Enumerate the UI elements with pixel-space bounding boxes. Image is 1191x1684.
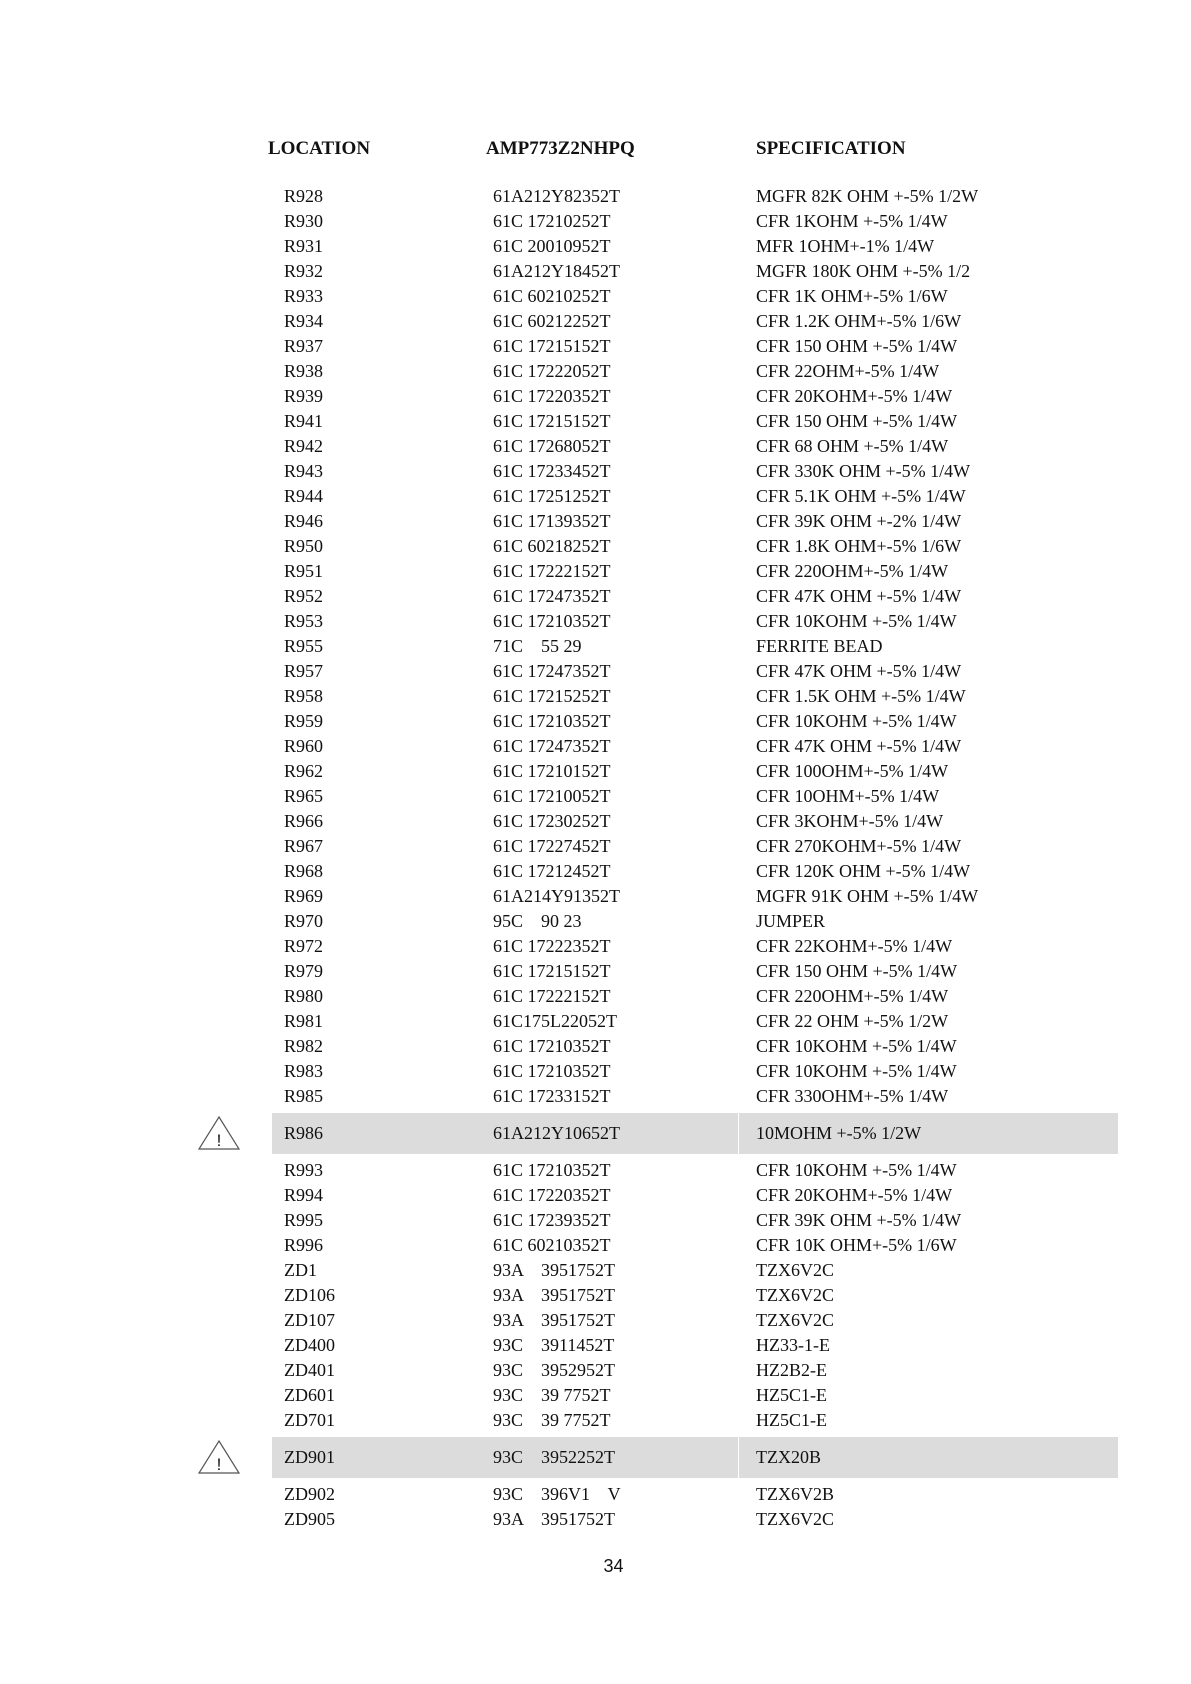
cell-location: R965 bbox=[284, 786, 324, 806]
row-highlight-band bbox=[272, 1437, 1118, 1478]
cell-specification: JUMPER bbox=[756, 911, 826, 931]
cell-part-number: 61C 17220352T bbox=[493, 1185, 611, 1205]
table-row bbox=[0, 284, 1191, 309]
table-row bbox=[0, 1333, 1191, 1358]
cell-part-number: 61C 17210252T bbox=[493, 211, 611, 231]
table-row bbox=[0, 409, 1191, 434]
cell-specification: FERRITE BEAD bbox=[756, 636, 883, 656]
cell-location: R942 bbox=[284, 436, 324, 456]
cell-location: ZD401 bbox=[284, 1360, 335, 1380]
table-row bbox=[0, 809, 1191, 834]
cell-part-number: 61C 60212252T bbox=[493, 311, 611, 331]
cell-part-number: 61C 17222052T bbox=[493, 361, 611, 381]
table-row bbox=[0, 259, 1191, 284]
cell-part-number: 61C 17233152T bbox=[493, 1086, 611, 1106]
cell-part-number: 61C 17251252T bbox=[493, 486, 611, 506]
header-specification: SPECIFICATION bbox=[756, 138, 906, 159]
cell-specification: CFR 22OHM+-5% 1/4W bbox=[756, 361, 940, 381]
cell-specification: CFR 120K OHM +-5% 1/4W bbox=[756, 861, 971, 881]
table-row bbox=[0, 1183, 1191, 1208]
cell-part-number: 61C 60210252T bbox=[493, 286, 611, 306]
cell-part-number: 93A 3951752T bbox=[493, 1260, 616, 1280]
cell-location: R960 bbox=[284, 736, 324, 756]
cell-location: R962 bbox=[284, 761, 324, 781]
cell-specification: CFR 10KOHM +-5% 1/4W bbox=[756, 711, 957, 731]
table-row bbox=[0, 1482, 1191, 1507]
cell-part-number: 61C 17227452T bbox=[493, 836, 611, 856]
cell-location: R943 bbox=[284, 461, 324, 481]
cell-part-number: 61C 17222152T bbox=[493, 561, 611, 581]
cell-specification: CFR 39K OHM +-5% 1/4W bbox=[756, 1210, 962, 1230]
cell-part-number: 61A214Y91352T bbox=[493, 886, 620, 906]
cell-specification: CFR 1.2K OHM+-5% 1/6W bbox=[756, 311, 962, 331]
cell-location: R986 bbox=[284, 1123, 324, 1143]
cell-specification: CFR 10OHM+-5% 1/4W bbox=[756, 786, 940, 806]
cell-location: ZD901 bbox=[284, 1447, 335, 1467]
table-row bbox=[0, 309, 1191, 334]
cell-part-number: 71C 55 29 bbox=[493, 636, 582, 656]
cell-location: R952 bbox=[284, 586, 324, 606]
cell-specification: HZ2B2-E bbox=[756, 1360, 827, 1380]
cell-part-number: 61C 17222152T bbox=[493, 986, 611, 1006]
cell-location: R967 bbox=[284, 836, 324, 856]
table-row bbox=[0, 1258, 1191, 1283]
cell-specification: MGFR 82K OHM +-5% 1/2W bbox=[756, 186, 979, 206]
table-row bbox=[0, 1233, 1191, 1258]
cell-part-number: 61C 17210052T bbox=[493, 786, 611, 806]
table-row bbox=[0, 234, 1191, 259]
table-row-safety-critical bbox=[0, 1437, 1191, 1478]
cell-location: ZD601 bbox=[284, 1385, 335, 1405]
table-row bbox=[0, 759, 1191, 784]
cell-location: R939 bbox=[284, 386, 324, 406]
cell-specification: HZ33-1-E bbox=[756, 1335, 830, 1355]
cell-specification: CFR 10KOHM +-5% 1/4W bbox=[756, 1160, 957, 1180]
cell-specification: HZ5C1-E bbox=[756, 1410, 827, 1430]
table-row bbox=[0, 359, 1191, 384]
cell-location: ZD905 bbox=[284, 1509, 335, 1529]
cell-specification: CFR 1.5K OHM +-5% 1/4W bbox=[756, 686, 966, 706]
cell-part-number: 61C 17233452T bbox=[493, 461, 611, 481]
cell-specification: CFR 39K OHM +-2% 1/4W bbox=[756, 511, 962, 531]
cell-part-number: 61C 17210352T bbox=[493, 1061, 611, 1081]
cell-specification: CFR 1K OHM+-5% 1/6W bbox=[756, 286, 948, 306]
cell-part-number: 61C 20010952T bbox=[493, 236, 611, 256]
cell-location: R933 bbox=[284, 286, 324, 306]
cell-part-number: 61C175L22052T bbox=[493, 1011, 617, 1031]
cell-specification: CFR 150 OHM +-5% 1/4W bbox=[756, 961, 958, 981]
cell-location: R950 bbox=[284, 536, 324, 556]
warning-glyph: ! bbox=[216, 1131, 222, 1150]
cell-part-number: 93A 3951752T bbox=[493, 1285, 616, 1305]
cell-specification: CFR 20KOHM+-5% 1/4W bbox=[756, 1185, 953, 1205]
row-highlight-band bbox=[272, 1113, 1118, 1154]
cell-part-number: 61C 17215152T bbox=[493, 336, 611, 356]
cell-location: R928 bbox=[284, 186, 324, 206]
cell-specification: TZX20B bbox=[756, 1447, 821, 1467]
cell-specification: TZX6V2C bbox=[756, 1285, 834, 1305]
table-row bbox=[0, 959, 1191, 984]
cell-location: R968 bbox=[284, 861, 324, 881]
cell-part-number: 93C 39 7752T bbox=[493, 1410, 611, 1430]
cell-specification: CFR 22KOHM+-5% 1/4W bbox=[756, 936, 953, 956]
cell-location: R958 bbox=[284, 686, 324, 706]
table-row bbox=[0, 934, 1191, 959]
cell-location: R957 bbox=[284, 661, 324, 681]
cell-part-number: 93C 396V1 V bbox=[493, 1484, 621, 1504]
table-row bbox=[0, 1283, 1191, 1308]
cell-specification: CFR 47K OHM +-5% 1/4W bbox=[756, 736, 962, 756]
cell-part-number: 61C 17215152T bbox=[493, 961, 611, 981]
cell-location: R946 bbox=[284, 511, 324, 531]
header-location: LOCATION bbox=[268, 138, 371, 159]
cell-location: R938 bbox=[284, 361, 324, 381]
cell-part-number: 61C 17210352T bbox=[493, 611, 611, 631]
table-row bbox=[0, 384, 1191, 409]
cell-part-number: 61C 17210152T bbox=[493, 761, 611, 781]
cell-part-number: 61C 17215252T bbox=[493, 686, 611, 706]
table-row bbox=[0, 1009, 1191, 1034]
table-row bbox=[0, 609, 1191, 634]
cell-specification: MFR 1OHM+-1% 1/4W bbox=[756, 236, 935, 256]
cell-location: R955 bbox=[284, 636, 324, 656]
table-row bbox=[0, 334, 1191, 359]
table-row bbox=[0, 1408, 1191, 1433]
warning-triangle-icon bbox=[197, 1439, 241, 1475]
cell-location: R930 bbox=[284, 211, 324, 231]
cell-part-number: 61C 17215152T bbox=[493, 411, 611, 431]
cell-specification: TZX6V2C bbox=[756, 1509, 834, 1529]
cell-location: R995 bbox=[284, 1210, 324, 1230]
cell-specification: CFR 150 OHM +-5% 1/4W bbox=[756, 336, 958, 356]
table-row bbox=[0, 209, 1191, 234]
cell-part-number: 93A 3951752T bbox=[493, 1310, 616, 1330]
cell-location: R944 bbox=[284, 486, 324, 506]
parts-table bbox=[0, 184, 1191, 1532]
cell-specification: CFR 100OHM+-5% 1/4W bbox=[756, 761, 949, 781]
cell-part-number: 95C 90 23 bbox=[493, 911, 582, 931]
table-row bbox=[0, 559, 1191, 584]
table-row bbox=[0, 684, 1191, 709]
table-row bbox=[0, 1059, 1191, 1084]
table-row bbox=[0, 1358, 1191, 1383]
cell-specification: CFR 47K OHM +-5% 1/4W bbox=[756, 661, 962, 681]
cell-specification: CFR 5.1K OHM +-5% 1/4W bbox=[756, 486, 966, 506]
cell-part-number: 61A212Y18452T bbox=[493, 261, 620, 281]
cell-part-number: 93C 3952252T bbox=[493, 1447, 616, 1467]
cell-part-number: 93C 39 7752T bbox=[493, 1385, 611, 1405]
cell-part-number: 93C 3952952T bbox=[493, 1360, 616, 1380]
cell-part-number: 93A 3951752T bbox=[493, 1509, 616, 1529]
cell-specification: CFR 220OHM+-5% 1/4W bbox=[756, 561, 949, 581]
table-row bbox=[0, 584, 1191, 609]
table-header bbox=[0, 138, 1191, 164]
cell-location: R993 bbox=[284, 1160, 324, 1180]
table-row bbox=[0, 434, 1191, 459]
cell-location: R941 bbox=[284, 411, 324, 431]
cell-specification: MGFR 180K OHM +-5% 1/2 bbox=[756, 261, 971, 281]
cell-part-number: 61C 60218252T bbox=[493, 536, 611, 556]
cell-specification: CFR 330OHM+-5% 1/4W bbox=[756, 1086, 949, 1106]
cell-specification: TZX6V2C bbox=[756, 1260, 834, 1280]
cell-specification: CFR 3KOHM+-5% 1/4W bbox=[756, 811, 944, 831]
cell-part-number: 61C 17212452T bbox=[493, 861, 611, 881]
cell-location: R985 bbox=[284, 1086, 324, 1106]
table-row bbox=[0, 784, 1191, 809]
cell-part-number: 61C 17230252T bbox=[493, 811, 611, 831]
cell-part-number: 61C 17222352T bbox=[493, 936, 611, 956]
cell-location: ZD701 bbox=[284, 1410, 335, 1430]
table-row bbox=[0, 1034, 1191, 1059]
cell-location: R979 bbox=[284, 961, 324, 981]
cell-location: R996 bbox=[284, 1235, 324, 1255]
table-row bbox=[0, 1158, 1191, 1183]
table-row-safety-critical bbox=[0, 1113, 1191, 1154]
cell-part-number: 61C 17239352T bbox=[493, 1210, 611, 1230]
table-row bbox=[0, 909, 1191, 934]
cell-location: R970 bbox=[284, 911, 324, 931]
cell-specification: CFR 150 OHM +-5% 1/4W bbox=[756, 411, 958, 431]
cell-specification: CFR 1.8K OHM+-5% 1/6W bbox=[756, 536, 962, 556]
cell-location: R969 bbox=[284, 886, 324, 906]
table-row bbox=[0, 509, 1191, 534]
cell-specification: CFR 270KOHM+-5% 1/4W bbox=[756, 836, 962, 856]
cell-location: R981 bbox=[284, 1011, 324, 1031]
cell-location: R994 bbox=[284, 1185, 324, 1205]
cell-location: R951 bbox=[284, 561, 324, 581]
cell-specification: CFR 10KOHM +-5% 1/4W bbox=[756, 611, 957, 631]
cell-location: R934 bbox=[284, 311, 324, 331]
table-row bbox=[0, 534, 1191, 559]
cell-specification: TZX6V2C bbox=[756, 1310, 834, 1330]
cell-location: R966 bbox=[284, 811, 324, 831]
cell-specification: CFR 68 OHM +-5% 1/4W bbox=[756, 436, 949, 456]
table-row bbox=[0, 834, 1191, 859]
table-row bbox=[0, 184, 1191, 209]
cell-location: ZD400 bbox=[284, 1335, 335, 1355]
cell-part-number: 61C 60210352T bbox=[493, 1235, 611, 1255]
table-row bbox=[0, 709, 1191, 734]
table-row bbox=[0, 1507, 1191, 1532]
cell-location: R980 bbox=[284, 986, 324, 1006]
cell-location: R937 bbox=[284, 336, 324, 356]
cell-part-number: 61C 17268052T bbox=[493, 436, 611, 456]
table-row bbox=[0, 1308, 1191, 1333]
page-number: 34 bbox=[603, 1556, 624, 1576]
table-row bbox=[0, 459, 1191, 484]
cell-specification: HZ5C1-E bbox=[756, 1385, 827, 1405]
header-part-number: AMP773Z2NHPQ bbox=[486, 138, 635, 159]
cell-part-number: 61C 17210352T bbox=[493, 711, 611, 731]
cell-location: R931 bbox=[284, 236, 324, 256]
cell-specification: CFR 220OHM+-5% 1/4W bbox=[756, 986, 949, 1006]
table-row bbox=[0, 1208, 1191, 1233]
table-row bbox=[0, 884, 1191, 909]
cell-part-number: 61C 17247352T bbox=[493, 661, 611, 681]
cell-specification: CFR 10KOHM +-5% 1/4W bbox=[756, 1036, 957, 1056]
cell-location: ZD1 bbox=[284, 1260, 317, 1280]
table-row bbox=[0, 1084, 1191, 1109]
table-row bbox=[0, 659, 1191, 684]
table-row bbox=[0, 484, 1191, 509]
cell-part-number: 61A212Y10652T bbox=[493, 1123, 620, 1143]
cell-location: R953 bbox=[284, 611, 324, 631]
cell-specification: CFR 10KOHM +-5% 1/4W bbox=[756, 1061, 957, 1081]
table-row bbox=[0, 734, 1191, 759]
cell-part-number: 61C 17220352T bbox=[493, 386, 611, 406]
cell-location: ZD107 bbox=[284, 1310, 335, 1330]
cell-specification: 10MOHM +-5% 1/2W bbox=[756, 1123, 922, 1143]
cell-location: R982 bbox=[284, 1036, 324, 1056]
cell-location: ZD902 bbox=[284, 1484, 335, 1504]
cell-specification: CFR 330K OHM +-5% 1/4W bbox=[756, 461, 971, 481]
cell-part-number: 61C 17247352T bbox=[493, 586, 611, 606]
cell-part-number: 61C 17247352T bbox=[493, 736, 611, 756]
table-row bbox=[0, 859, 1191, 884]
cell-location: R983 bbox=[284, 1061, 324, 1081]
cell-specification: CFR 22 OHM +-5% 1/2W bbox=[756, 1011, 949, 1031]
cell-specification: CFR 1KOHM +-5% 1/4W bbox=[756, 211, 948, 231]
cell-part-number: 61C 17210352T bbox=[493, 1036, 611, 1056]
warning-glyph: ! bbox=[216, 1455, 222, 1474]
cell-part-number: 61C 17210352T bbox=[493, 1160, 611, 1180]
cell-part-number: 61A212Y82352T bbox=[493, 186, 620, 206]
cell-specification: TZX6V2B bbox=[756, 1484, 834, 1504]
warning-triangle-icon bbox=[197, 1115, 241, 1151]
cell-specification: CFR 10K OHM+-5% 1/6W bbox=[756, 1235, 957, 1255]
cell-location: ZD106 bbox=[284, 1285, 335, 1305]
cell-location: R959 bbox=[284, 711, 324, 731]
cell-location: R932 bbox=[284, 261, 324, 281]
table-row bbox=[0, 984, 1191, 1009]
cell-specification: CFR 47K OHM +-5% 1/4W bbox=[756, 586, 962, 606]
cell-part-number: 61C 17139352T bbox=[493, 511, 611, 531]
cell-part-number: 93C 3911452T bbox=[493, 1335, 615, 1355]
table-row bbox=[0, 1383, 1191, 1408]
table-row bbox=[0, 634, 1191, 659]
cell-specification: MGFR 91K OHM +-5% 1/4W bbox=[756, 886, 979, 906]
cell-location: R972 bbox=[284, 936, 324, 956]
cell-specification: CFR 20KOHM+-5% 1/4W bbox=[756, 386, 953, 406]
